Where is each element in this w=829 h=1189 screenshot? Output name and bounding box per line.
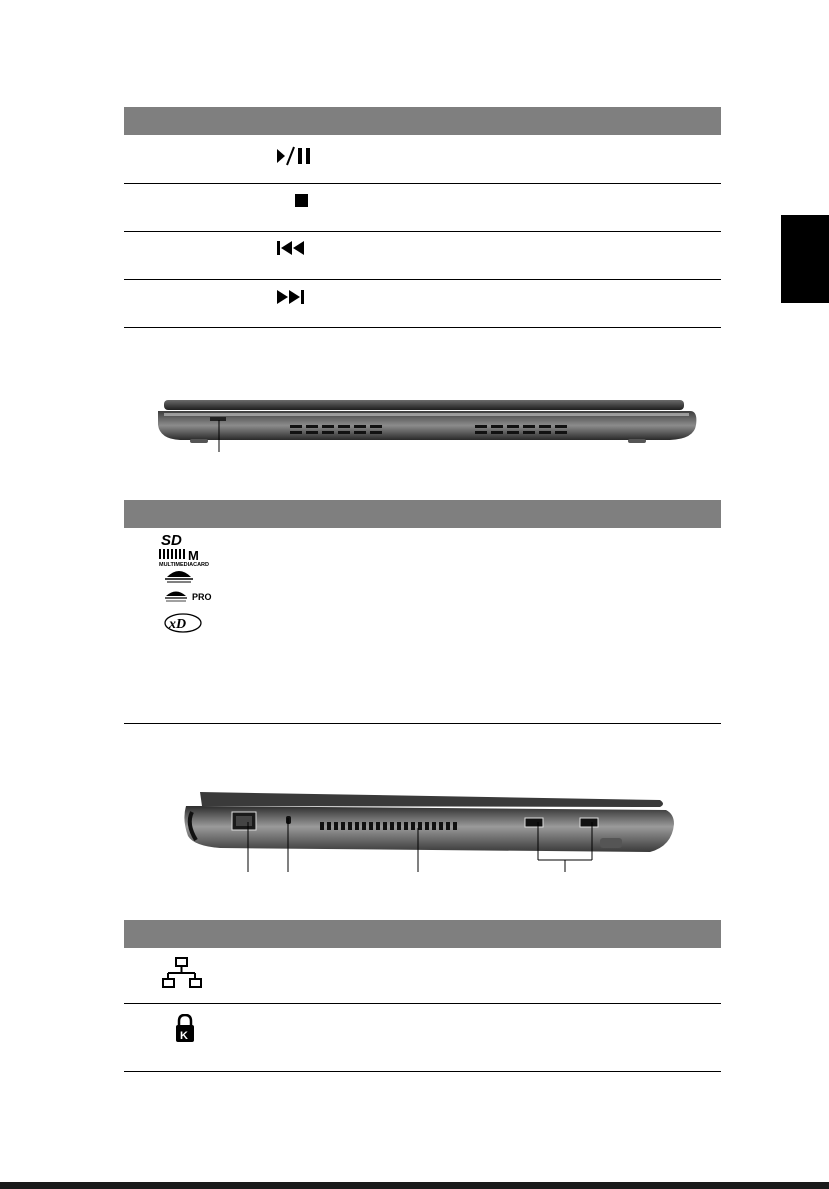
stop-icon [294, 193, 310, 214]
xd-picture-card-logo-icon [163, 612, 203, 639]
table-bottom-rule [124, 327, 721, 328]
svg-text:M: M [188, 548, 199, 563]
ethernet-network-icon [162, 956, 202, 997]
front-callout-leader [200, 420, 240, 460]
svg-text:MULTIMEDIACARD: MULTIMEDIACARD [159, 562, 210, 568]
table-row-divider [124, 1003, 721, 1004]
ports-table-header [124, 920, 721, 948]
memory-stick-pro-logo-icon [163, 588, 219, 609]
svg-text:K: K [180, 1030, 188, 1042]
next-track-icon [275, 288, 315, 311]
language-tab [781, 215, 829, 303]
media-table-header [124, 107, 721, 135]
side-callout-leaders [230, 818, 600, 878]
svg-text:SD: SD [161, 532, 182, 548]
card-reader-table-header [124, 500, 721, 528]
table-row-divider [124, 231, 721, 232]
memory-stick-logo-icon [163, 567, 195, 590]
svg-text:PRO: PRO [192, 592, 212, 602]
kensington-lock-icon [175, 1014, 195, 1049]
svg-text:xD: xD [169, 617, 187, 632]
previous-track-icon [276, 239, 316, 262]
table-bottom-rule [124, 1071, 721, 1072]
table-row-divider [124, 279, 721, 280]
table-bottom-rule [124, 723, 721, 724]
page-bottom-edge [0, 1182, 829, 1189]
play-pause-icon [275, 145, 327, 172]
table-row-divider [124, 183, 721, 184]
